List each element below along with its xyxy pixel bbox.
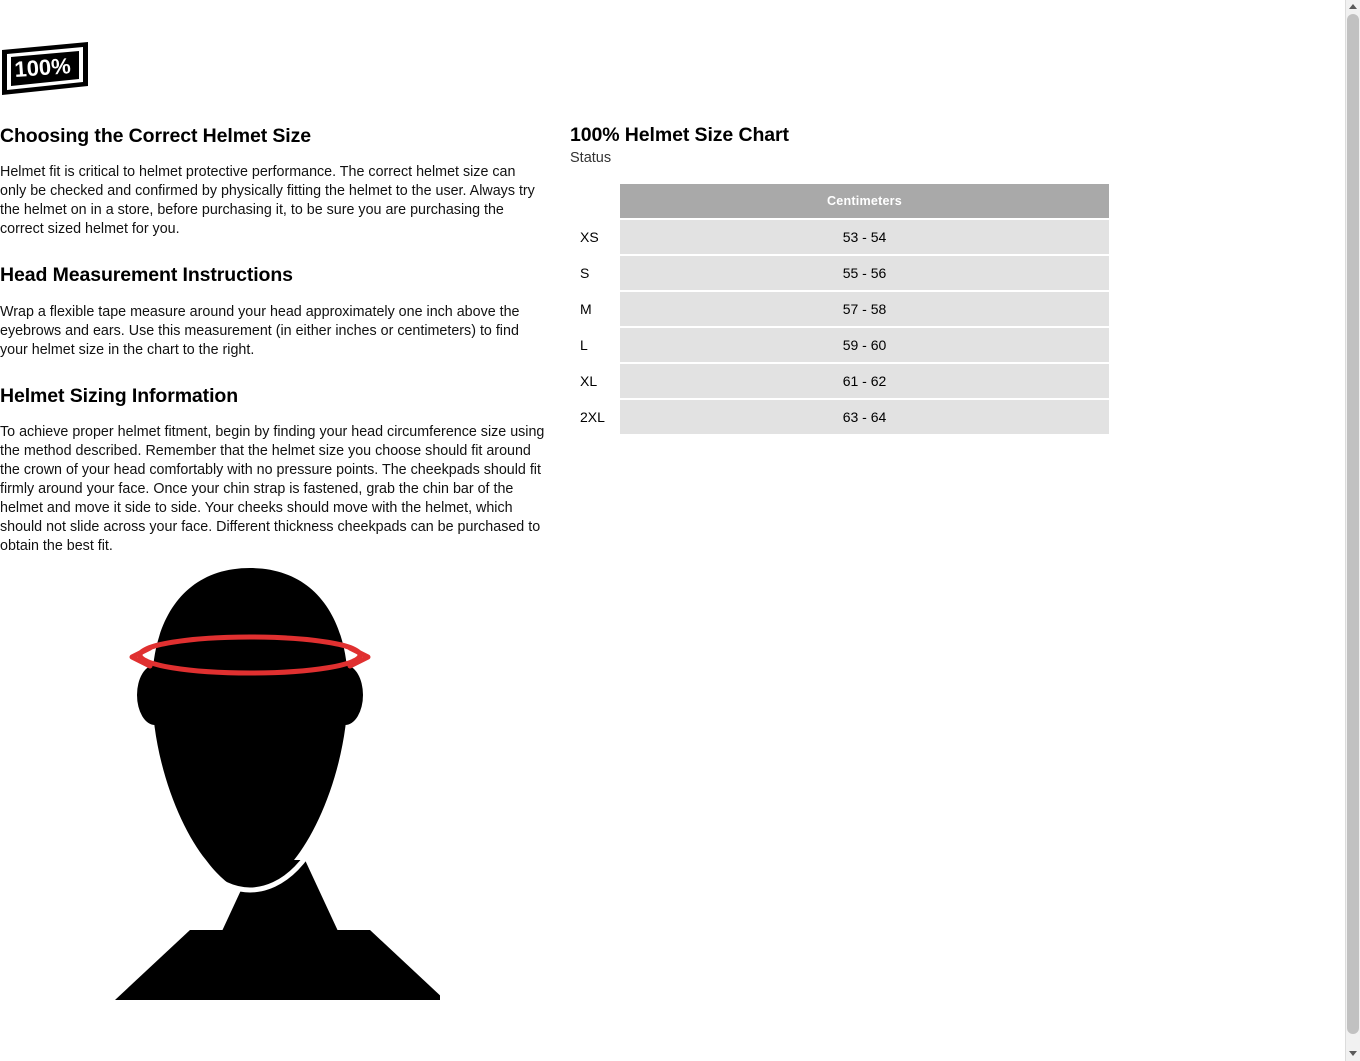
head-measurement-diagram [110, 560, 440, 1010]
paragraph-helmet-sizing-information: To achieve proper helmet fitment, begin by finding your head circumference size using the method described. Remember that the helmet size you choose should fit around the crown of your head comfortably with no pressure points. The cheekpads should fit firmly around your face. Once your chin strap is fastened, grab the chin bar of the helmet and move it side to side. Your cheeks should move with the helmet, which should not slide across your face. Different thickness cheekpads can be purchased to obtain the best fit. [0, 424, 545, 555]
size-value-2xl: 63 - 64 [620, 400, 1109, 434]
table-row [572, 328, 1109, 362]
left-content-column [0, 124, 545, 556]
size-label-l: L [572, 328, 618, 362]
svg-text:100%: 100% [13, 53, 72, 82]
helmet-size-chart-table [570, 182, 1111, 436]
paragraph-head-measurement-instructions: Wrap a flexible tape measure around your head approximately one inch above the eyebrows and ears. Use this measurement (in either inches or centimeters) to find your helmet size in the chart to the right. [0, 303, 520, 358]
size-label-xl: XL [572, 364, 618, 398]
heading-head-measurement-instructions: Head Measurement Instructions [0, 264, 293, 287]
table-header-centimeters: Centimeters [620, 184, 1109, 218]
table-corner-header [572, 184, 618, 218]
scroll-up-arrow-icon[interactable] [1346, 0, 1360, 14]
table-row [572, 364, 1109, 398]
size-label-m: M [572, 292, 618, 326]
scroll-down-arrow-icon[interactable] [1346, 1047, 1360, 1061]
brand-logo-100-percent [0, 40, 90, 96]
size-value-m: 57 - 58 [620, 292, 1109, 326]
scrollbar-thumb[interactable] [1347, 14, 1359, 1034]
paragraph-choosing-correct-helmet-size: Helmet fit is critical to helmet protective performance. The correct helmet size can only be checked and confirmed by physically fitting the helmet to the user. Always try the helmet on in a store, before purchasing it, to be sure you are purchasing the correct sized helmet for you. [0, 164, 535, 238]
size-label-s: S [572, 256, 618, 290]
size-value-xl: 61 - 62 [620, 364, 1109, 398]
size-chart-status: Status [570, 150, 612, 166]
size-value-s: 55 - 56 [620, 256, 1109, 290]
table-row [572, 256, 1109, 290]
table-header-row [572, 184, 1109, 218]
right-content-column [570, 124, 1115, 436]
size-chart-body [572, 220, 1109, 434]
heading-choosing-correct-helmet-size: Choosing the Correct Helmet Size [0, 125, 312, 147]
size-label-xs: XS [572, 220, 618, 254]
size-chart-title: 100% Helmet Size Chart [570, 124, 789, 146]
table-row [572, 220, 1109, 254]
size-label-2xl: 2XL [572, 400, 618, 434]
table-row [572, 292, 1109, 326]
size-value-l: 59 - 60 [620, 328, 1109, 362]
vertical-scrollbar[interactable] [1345, 0, 1360, 1061]
heading-helmet-sizing-information: Helmet Sizing Information [0, 384, 239, 407]
table-row [572, 400, 1109, 434]
size-value-xs: 53 - 54 [620, 220, 1109, 254]
